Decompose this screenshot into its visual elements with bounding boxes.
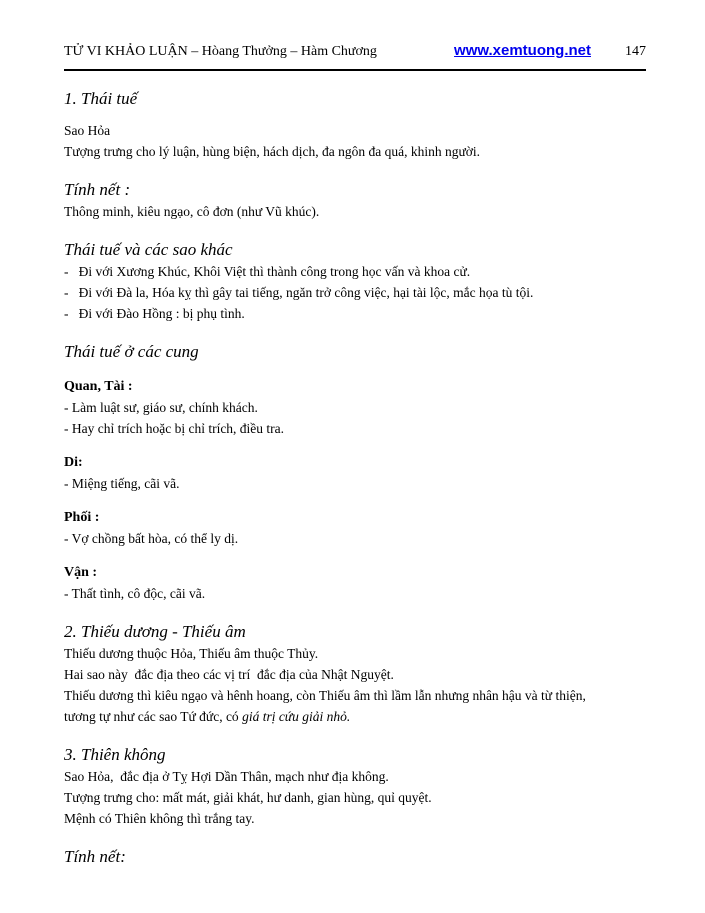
paragraph-italic-text: giá trị cứu giải nhỏ. [242, 709, 351, 724]
section-heading: Thái tuế ở các cung [64, 342, 199, 361]
paragraph-text: tương tự như các sao Tứ đức, có [64, 709, 243, 724]
paragraph-line: Thiếu dương thì kiêu ngạo và hênh hoang, còn Thiếu âm thì lầm lẫn nhưng nhân hậu và từ thiện, [64, 688, 586, 703]
paragraph-line [64, 706, 664, 727]
paragraph-line: Sao Hỏa [64, 123, 111, 138]
paragraph-line: - Vợ chồng bất hòa, có thể ly dị. [64, 531, 239, 546]
paragraph-line: Thông minh, kiêu ngạo, cô đơn (như Vũ khúc). [64, 204, 320, 219]
document-body [64, 88, 664, 868]
paragraph-line: - Đi với Đào Hồng : bị phụ tình. [64, 306, 245, 321]
sub-label: Di: [64, 455, 83, 470]
section-heading: 2. Thiếu dương - Thiếu âm [64, 622, 246, 641]
paragraph-line: - Thất tình, cô độc, cãi vã. [64, 586, 206, 601]
paragraph-line: - Đi với Đà la, Hóa kỵ thì gây tai tiếng, ngăn trở công việc, hại tài lộc, mắc họa tù tội. [64, 285, 534, 300]
page-number: 147 [625, 44, 646, 59]
paragraph-line: - Hay chỉ trích hoặc bị chỉ trích, điều tra. [64, 421, 285, 436]
sub-label: Phối : [64, 510, 100, 525]
section-heading: Tính nết: [64, 847, 126, 866]
page-header [64, 42, 646, 71]
paragraph-line: Sao Hỏa, đắc địa ở Tỵ Hợi Dần Thân, mạch như địa không. [64, 769, 389, 784]
paragraph-line: Tượng trưng cho: mất mát, giải khát, hư danh, gian hùng, quỉ quyệt. [64, 790, 432, 805]
paragraph-line: - Đi với Xương Khúc, Khôi Việt thì thành công trong học vấn và khoa cử. [64, 264, 471, 279]
header-link[interactable]: www.xemtuong.net [454, 42, 591, 59]
paragraph-line: Thiếu dương thuộc Hỏa, Thiếu âm thuộc Thủy. [64, 646, 319, 661]
paragraph-line: - Miệng tiếng, cãi vã. [64, 476, 180, 491]
section-heading: Tính nết : [64, 180, 131, 199]
header-title: TỬ VI KHẢO LUẬN – Hòang Thưởng – Hàm Chương [64, 44, 377, 59]
blank-line [64, 110, 664, 120]
section-heading: 3. Thiên không [64, 745, 166, 764]
paragraph-line: Tượng trưng cho lý luận, hùng biện, hách dịch, đa ngôn đa quá, khinh người. [64, 144, 481, 159]
sub-label: Vận : [64, 565, 98, 580]
paragraph-line: Hai sao này đắc địa theo các vị trí đắc địa của Nhật Nguyệt. [64, 667, 394, 682]
paragraph-line: - Làm luật sư, giáo sư, chính khách. [64, 400, 258, 415]
section-heading: Thái tuế và các sao khác [64, 240, 233, 259]
section-heading: 1. Thái tuế [64, 89, 138, 108]
sub-label: Quan, Tài : [64, 379, 133, 394]
paragraph-line: Mệnh có Thiên không thì trắng tay. [64, 811, 255, 826]
